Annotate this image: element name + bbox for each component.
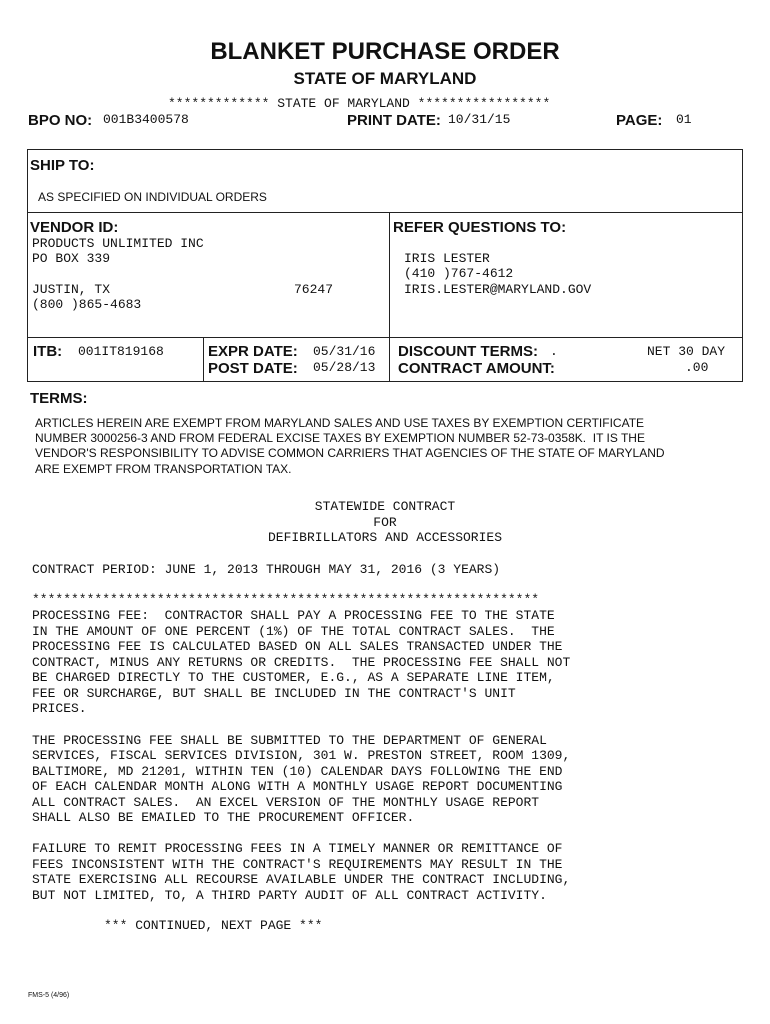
vendor-zip: 76247 [294,282,334,297]
body-line: PROCESSING FEE IS CALCULATED BASED ON ALL SALES TRANSACTED UNDER THE [32,639,563,654]
body-line: STATE EXERCISING ALL RECOURSE AVAILABLE UNDER THE CONTRACT INCLUDING, [32,872,571,887]
itb-label: ITB: [33,343,63,360]
refer-questions-label: REFER QUESTIONS TO: [393,219,567,236]
expr-date-value: 05/31/16 [313,344,376,359]
discount-terms-label: DISCOUNT TERMS: [398,343,538,360]
vendor-city-state: JUSTIN, TX [32,282,111,297]
body-line: THE PROCESSING FEE SHALL BE SUBMITTED TO THE DEPARTMENT OF GENERAL [32,733,547,748]
contract-title-line3: DEFIBRILLATORS AND ACCESSORIES [267,530,503,545]
terms-line: ARE EXEMPT FROM TRANSPORTATION TAX. [35,462,292,476]
body-line: ALL CONTRACT SALES. AN EXCEL VERSION OF THE MONTHLY USAGE REPORT [32,795,540,810]
body-line: BALTIMORE, MD 21201, WITHIN TEN (10) CALENDAR DAYS FOLLOWING THE END [32,764,563,779]
terms-line: ARTICLES HEREIN ARE EXEMPT FROM MARYLAND SALES AND USE TAXES BY EXEMPTION CERTIFICATE [35,416,645,430]
body-line: BUT NOT LIMITED, TO, A THIRD PARTY AUDIT OF ALL CONTRACT ACTIVITY. [32,888,547,903]
terms-line: VENDOR'S RESPONSIBILITY TO ADVISE COMMON CARRIERS THAT AGENCIES OF THE STATE OF MARYLAND [35,446,665,460]
terms-label: TERMS: [30,390,88,407]
post-date-label: POST DATE: [208,360,298,377]
ship-to-value: AS SPECIFIED ON INDIVIDUAL ORDERS [38,190,267,204]
vendor-phone: (800 )865-4683 [32,297,142,312]
print-date-value: 10/31/15 [448,112,511,127]
print-date-label: PRINT DATE: [347,112,441,129]
contract-amount-label: CONTRACT AMOUNT: [398,360,555,377]
body-line: IN THE AMOUNT OF ONE PERCENT (1%) OF THE TOTAL CONTRACT SALES. THE [32,624,555,639]
contract-period: CONTRACT PERIOD: JUNE 1, 2013 THROUGH MAY 31, 2016 (3 YEARS) [32,562,501,577]
header-banner: ************* STATE OF MARYLAND ***************** [168,96,551,111]
itb-divider [203,337,204,382]
continued-notice: *** CONTINUED, NEXT PAGE *** [104,918,323,933]
discount-terms-dot: . [550,344,558,359]
form-id: FMS-5 (4/96) [28,992,70,999]
contract-title-line1: STATEWIDE CONTRACT [314,499,456,514]
body-line: FAILURE TO REMIT PROCESSING FEES IN A TIMELY MANNER OR REMITTANCE OF [32,841,563,856]
body-line: FEE OR SURCHARGE, BUT SHALL BE INCLUDED IN THE CONTRACT'S UNIT [32,686,516,701]
body-line: OF EACH CALENDAR MONTH ALONG WITH A MONTHLY USAGE REPORT DOCUMENTING [32,779,563,794]
bpo-number: 001B3400578 [103,112,189,127]
vendor-refer-box [27,212,743,338]
separator-line: ***************************************************************** [32,592,540,607]
contract-amount-value: .00 [685,360,709,375]
body-line: SERVICES, FISCAL SERVICES DIVISION, 301 W. PRESTON STREET, ROOM 1309, [32,748,571,763]
discount-terms-value: NET 30 DAY [647,344,726,359]
refer-phone: (410 )767-4612 [404,266,514,281]
body-line: SHALL ALSO BE EMAILED TO THE PROCUREMENT OFFICER. [32,810,415,825]
document-title: BLANKET PURCHASE ORDER [210,38,560,65]
document-subtitle: STATE OF MARYLAND [293,69,477,88]
vendor-id-label: VENDOR ID: [30,219,119,236]
vendor-address: PO BOX 339 [32,251,111,266]
contract-title-line2: FOR [373,515,397,530]
bpo-label: BPO NO: [28,112,93,129]
body-line: PROCESSING FEE: CONTRACTOR SHALL PAY A PROCESSING FEE TO THE STATE [32,608,555,623]
vendor-refer-divider [389,212,390,338]
body-line: FEES INCONSISTENT WITH THE CONTRACT'S REQUIREMENTS MAY RESULT IN THE [32,857,563,872]
refer-email: IRIS.LESTER@MARYLAND.GOV [404,282,592,297]
ship-to-label: SHIP TO: [30,157,95,174]
body-line: CONTRACT, MINUS ANY RETURNS OR CREDITS. THE PROCESSING FEE SHALL NOT [32,655,571,670]
refer-name: IRIS LESTER [404,251,490,266]
page-number: 01 [676,112,692,127]
body-line: PRICES. [32,701,87,716]
body-line: BE CHARGED DIRECTLY TO THE CUSTOMER, E.G., AS A SEPARATE LINE ITEM, [32,670,555,685]
vendor-name: PRODUCTS UNLIMITED INC [32,236,204,251]
terms-line: NUMBER 3000256-3 AND FROM FEDERAL EXCISE TAXES BY EXEMPTION NUMBER 52-73-0358K. IT IS THE [35,431,645,445]
page-label: PAGE: [616,112,663,129]
itb-number: 001IT819168 [78,344,164,359]
post-date-value: 05/28/13 [313,360,376,375]
dates-divider [389,337,390,382]
expr-date-label: EXPR DATE: [208,343,298,360]
